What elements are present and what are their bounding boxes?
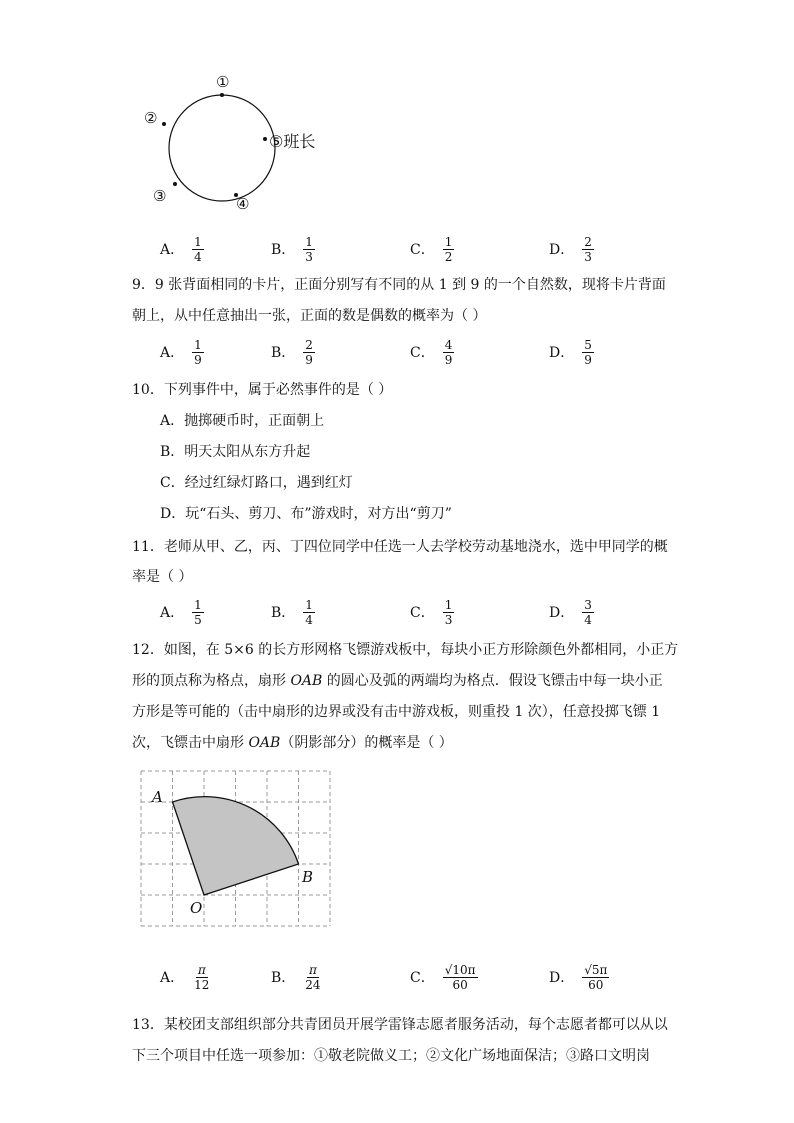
fraction: $\frac{\pi}{12}$: [194, 962, 210, 992]
seat-label-1: ①: [216, 73, 230, 91]
grid-sector-diagram: [140, 770, 340, 935]
q13-stem-line1: 13．某校团支部组织部分共青团员开展学雷锋志愿者服务活动，每个志愿者都可以从以: [132, 1017, 668, 1033]
fraction: $\frac{4}{9}$: [444, 337, 453, 367]
fraction: $\frac{2}{9}$: [305, 337, 313, 367]
q12-option-d[interactable]: D． $\frac{√5\pi}{60}$: [549, 962, 608, 992]
q8-option-b[interactable]: B． $\frac{1}{3}$: [271, 234, 313, 264]
q9-option-c[interactable]: C． $\frac{4}{9}$: [410, 337, 453, 367]
fraction: $\frac{1}{5}$: [194, 597, 202, 627]
fraction: $\frac{1}{3}$: [444, 597, 453, 627]
q12-stem-line4: 次，飞镖击中扇形 OAB（阴影部分）的概率是（ ）: [132, 735, 453, 751]
seat-label-5-monitor: ⑤班长: [269, 132, 316, 151]
q13-stem-line2: 下三个项目中任选一项参加：①敬老院做义工；②文化广场地面保洁；③路口文明岗: [132, 1048, 650, 1064]
seat-dot-2: [162, 122, 166, 126]
q8-option-a[interactable]: A． $\frac{1}{4}$: [160, 234, 202, 264]
q11-option-d[interactable]: D． $\frac{3}{4}$: [549, 597, 592, 627]
q12-options: [160, 957, 680, 997]
q8-option-d[interactable]: D． $\frac{2}{3}$: [549, 234, 592, 264]
circle-seating-figure: [140, 72, 340, 217]
q10-option-c[interactable]: C．经过红绿灯路口，遇到红灯: [160, 475, 353, 491]
fraction: $\frac{1}{3}$: [305, 234, 313, 264]
q9-option-a[interactable]: A． $\frac{1}{9}$: [160, 337, 202, 367]
q9-options: [160, 335, 680, 369]
fraction: $\frac{1}{4}$: [305, 597, 313, 627]
q12-option-b[interactable]: B． $\frac{\pi}{24}$: [271, 962, 321, 992]
fraction: $\frac{5}{9}$: [584, 337, 592, 367]
q8-options: [160, 232, 680, 266]
q9-option-d[interactable]: D． $\frac{5}{9}$: [549, 337, 592, 367]
seat-label-3: ③: [153, 187, 167, 205]
q12-stem-line2: 形的顶点称为格点，扇形 OAB 的圆心及弧的两端均为格点．假设飞镖击中每一块小正: [132, 673, 663, 689]
sector-oab-shaded: [173, 797, 299, 895]
q10-option-d[interactable]: D．玩“石头、剪刀、布”游戏时，对方出“剪刀”: [160, 506, 452, 522]
fraction: $\frac{1}{4}$: [194, 234, 202, 264]
point-a-label: A: [152, 788, 163, 806]
q11-option-c[interactable]: C． $\frac{1}{3}$: [410, 597, 453, 627]
point-o-label: O: [190, 899, 203, 917]
fraction: $\frac{√5\pi}{60}$: [584, 962, 608, 992]
q9-option-b[interactable]: B． $\frac{2}{9}$: [271, 337, 313, 367]
q10-option-a[interactable]: A．抛掷硬币时，正面朝上: [160, 413, 325, 429]
fraction: $\frac{3}{4}$: [584, 597, 592, 627]
q12-stem-line3: 方形是等可能的（击中扇形的边界或没有击中游戏板，则重投 1 次），任意投掷飞镖 1: [132, 704, 661, 720]
q11-options: [160, 595, 680, 629]
q8-option-c[interactable]: C． $\frac{1}{2}$: [410, 234, 453, 264]
fraction: $\frac{\pi}{24}$: [305, 962, 321, 992]
point-b-label: B: [302, 868, 314, 886]
fraction: $\frac{1}{9}$: [194, 337, 202, 367]
seat-dot-3: [173, 182, 177, 186]
q11-option-a[interactable]: A． $\frac{1}{5}$: [160, 597, 202, 627]
circle-outline: [169, 95, 275, 201]
seat-dot-1: [220, 93, 224, 97]
q10-option-b[interactable]: B．明天太阳从东方升起: [160, 444, 311, 460]
q12-option-a[interactable]: A． $\frac{\pi}{12}$: [160, 962, 210, 992]
q12-stem-line1: 12．如图，在 5×6 的长方形网格飞镖游戏板中，每块小正方形除颜色外都相同，小正方: [132, 642, 679, 658]
seat-dot-5: [263, 137, 267, 141]
fraction: $\frac{√10\pi}{60}$: [444, 962, 476, 992]
q11-stem-line1: 11．老师从甲、乙，丙、丁四位同学中任选一人去学校劳动基地浇水，选中甲同学的概: [132, 539, 668, 555]
seat-label-4: ④: [236, 195, 250, 213]
q11-option-b[interactable]: B． $\frac{1}{4}$: [271, 597, 313, 627]
q10-stem: 10．下列事件中，属于必然事件的是（ ）: [132, 382, 393, 398]
seat-label-2: ②: [144, 109, 158, 127]
q9-stem-line1: 9．9 张背面相同的卡片，正面分别写有不同的从 1 到 9 的一个自然数，现将卡片背面: [132, 277, 666, 293]
q12-option-c[interactable]: C． $\frac{√10\pi}{60}$: [410, 962, 476, 992]
fraction: $\frac{1}{2}$: [444, 234, 453, 264]
q11-stem-line2: 率是（ ）: [132, 569, 193, 585]
dartboard-grid-figure: [140, 770, 340, 935]
q9-stem-line2: 朝上，从中任意抽出一张，正面的数是偶数的概率为（ ）: [132, 308, 487, 324]
fraction: $\frac{2}{3}$: [584, 234, 592, 264]
